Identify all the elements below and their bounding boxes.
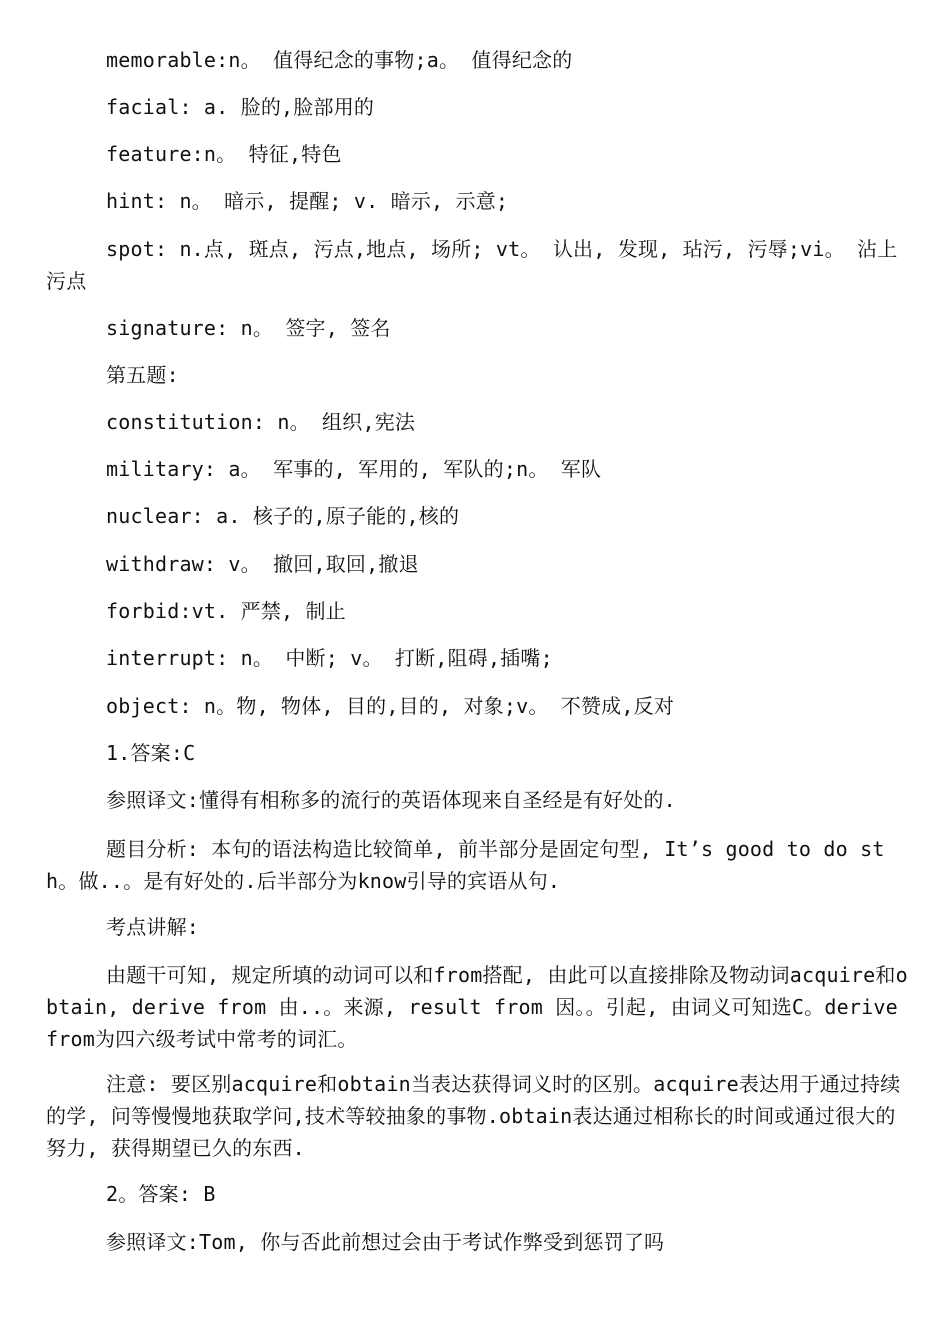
keypoint-explanation: 由题干可知, 规定所填的动词可以和from搭配, 由此可以直接排除及物动词acquire和obtain, derive from 由..。来源, result from 因。。引起, 由词义可知选C。derive from为四六级考试中常考的词汇。 bbox=[46, 963, 908, 1051]
reference-translation-2: 参照译文:Tom, 你与否此前想过会由于考试作弊受到惩罚了吗 bbox=[106, 1230, 665, 1254]
vocab-entry-nuclear: nuclear: a. 核子的,原子能的,核的 bbox=[106, 504, 460, 528]
vocab-entry-object: object: n。物, 物体, 目的,目的, 对象;v。 不赞成,反对 bbox=[106, 694, 675, 718]
reference-translation-1: 参照译文:懂得有相称多的流行的英语体现来自圣经是有好处的. bbox=[106, 788, 676, 812]
question-analysis-1: 题目分析: 本句的语法构造比较简单, 前半部分是固定句型, It’s good to do sth。做..。是有好处的.后半部分为know引导的宾语从句. bbox=[46, 837, 885, 893]
vocab-entry-forbid: forbid:vt. 严禁, 制止 bbox=[106, 599, 346, 623]
vocab-entry-hint: hint: n。 暗示, 提醒; v. 暗示, 示意; bbox=[106, 189, 509, 213]
answer-line-1: 1.答案:C bbox=[106, 741, 196, 765]
vocab-entry-memorable: memorable:n。 值得纪念的事物;a。 值得纪念的 bbox=[106, 48, 573, 72]
vocab-entry-withdraw: withdraw: v。 撤回,取回,撤退 bbox=[106, 552, 419, 576]
vocab-entry-spot: spot: n.点, 斑点, 污点,地点, 场所; vt。 认出, 发现, 玷污, 污辱;vi。 沾上污点 bbox=[46, 237, 898, 293]
vocab-entry-facial: facial: a. 脸的,脸部用的 bbox=[106, 95, 375, 119]
vocab-entry-interrupt: interrupt: n。 中断; v。 打断,阻碍,插嘴; bbox=[106, 646, 553, 670]
section-heading-five: 第五题: bbox=[106, 363, 179, 387]
vocab-entry-military: military: a。 军事的, 军用的, 军队的;n。 军队 bbox=[106, 457, 602, 481]
answer-line-2: 2。答案: B bbox=[106, 1182, 216, 1206]
vocab-entry-feature: feature:n。 特征,特色 bbox=[106, 142, 342, 166]
note-paragraph: 注意: 要区别acquire和obtain当表达获得词义时的区别。acquire表达用于通过持续的学, 问等慢慢地获取学问,技术等较抽象的事物.obtain表达通过相称长的时间或通过很大的努力, 获得期望已久的东西. bbox=[46, 1072, 901, 1160]
vocab-entry-signature: signature: n。 签字, 签名 bbox=[106, 316, 391, 340]
keypoint-heading: 考点讲解: bbox=[106, 915, 200, 939]
vocab-entry-constitution: constitution: n。 组织,宪法 bbox=[106, 410, 416, 434]
